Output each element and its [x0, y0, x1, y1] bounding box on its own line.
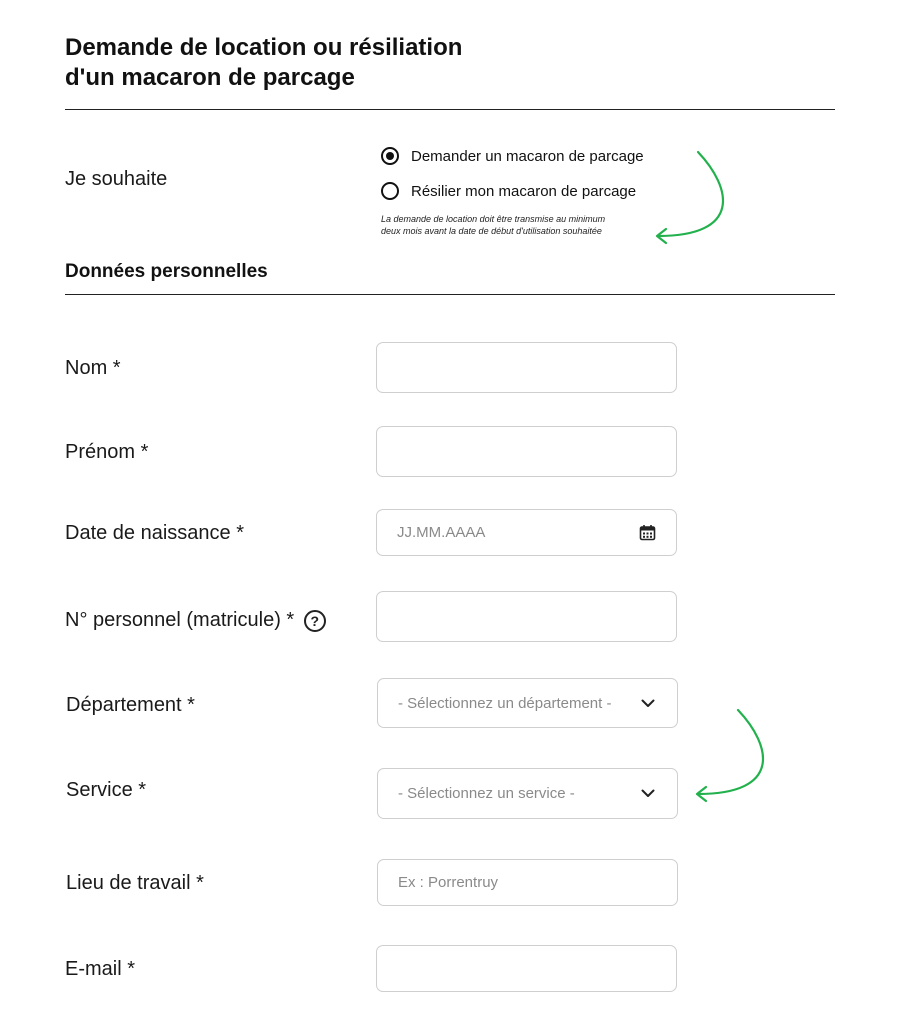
birthdate-placeholder: JJ.MM.AAAA	[397, 524, 486, 541]
chevron-down-icon[interactable]	[639, 785, 657, 803]
radio-demander-checked[interactable]	[381, 147, 399, 165]
birthdate-label: Date de naissance *	[65, 522, 245, 544]
page-title-line-1: Demande de location ou résiliation	[65, 34, 463, 61]
email-label: E-mail *	[65, 958, 136, 980]
page-title	[65, 33, 462, 93]
section-divider	[65, 294, 835, 295]
radio-resilier-label: Résilier mon macaron de parcage	[411, 182, 637, 200]
lieu-placeholder: Ex : Porrentruy	[398, 874, 499, 891]
service-select[interactable]	[377, 768, 678, 819]
departement-select[interactable]	[377, 678, 678, 728]
departement-selected-value: - Sélectionnez un département -	[398, 694, 612, 712]
curved-arrow-icon	[650, 148, 740, 248]
lieu-label: Lieu de travail *	[66, 872, 204, 894]
matricule-label-text: N° personnel (matricule) *	[65, 609, 295, 631]
radio-resilier[interactable]	[381, 182, 399, 200]
departement-label: Département *	[66, 694, 195, 716]
service-label: Service *	[66, 779, 147, 801]
radio-demander-label: Demander un macaron de parcage	[411, 147, 644, 165]
lieu-input[interactable]	[377, 859, 678, 906]
matricule-input[interactable]	[376, 591, 677, 642]
request-note-line-1: La demande de location doit être transmise au minimum	[381, 214, 606, 224]
radio-option-resilier[interactable]	[381, 182, 636, 200]
nom-input[interactable]	[376, 342, 677, 393]
birthdate-input[interactable]	[376, 509, 677, 556]
request-note	[381, 213, 666, 237]
calendar-icon[interactable]	[638, 524, 656, 542]
title-divider	[65, 109, 835, 110]
prenom-label: Prénom *	[65, 441, 149, 463]
page-title-line-2: d'un macaron de parcage	[65, 64, 355, 91]
request-note-line-2: deux mois avant la date de début d'utilisation souhaitée	[381, 226, 602, 236]
nom-label: Nom *	[65, 357, 121, 379]
prenom-input[interactable]	[376, 426, 677, 477]
choice-label: Je souhaite	[65, 168, 168, 190]
chevron-down-icon[interactable]	[639, 694, 657, 712]
email-input[interactable]	[376, 945, 677, 992]
radio-option-demander[interactable]	[381, 147, 644, 165]
section-title-personal: Données personnelles	[65, 261, 268, 282]
matricule-label	[65, 608, 326, 632]
curved-arrow-icon	[690, 706, 780, 806]
help-circle-icon[interactable]: ?	[304, 610, 326, 632]
service-selected-value: - Sélectionnez un service -	[398, 785, 575, 802]
